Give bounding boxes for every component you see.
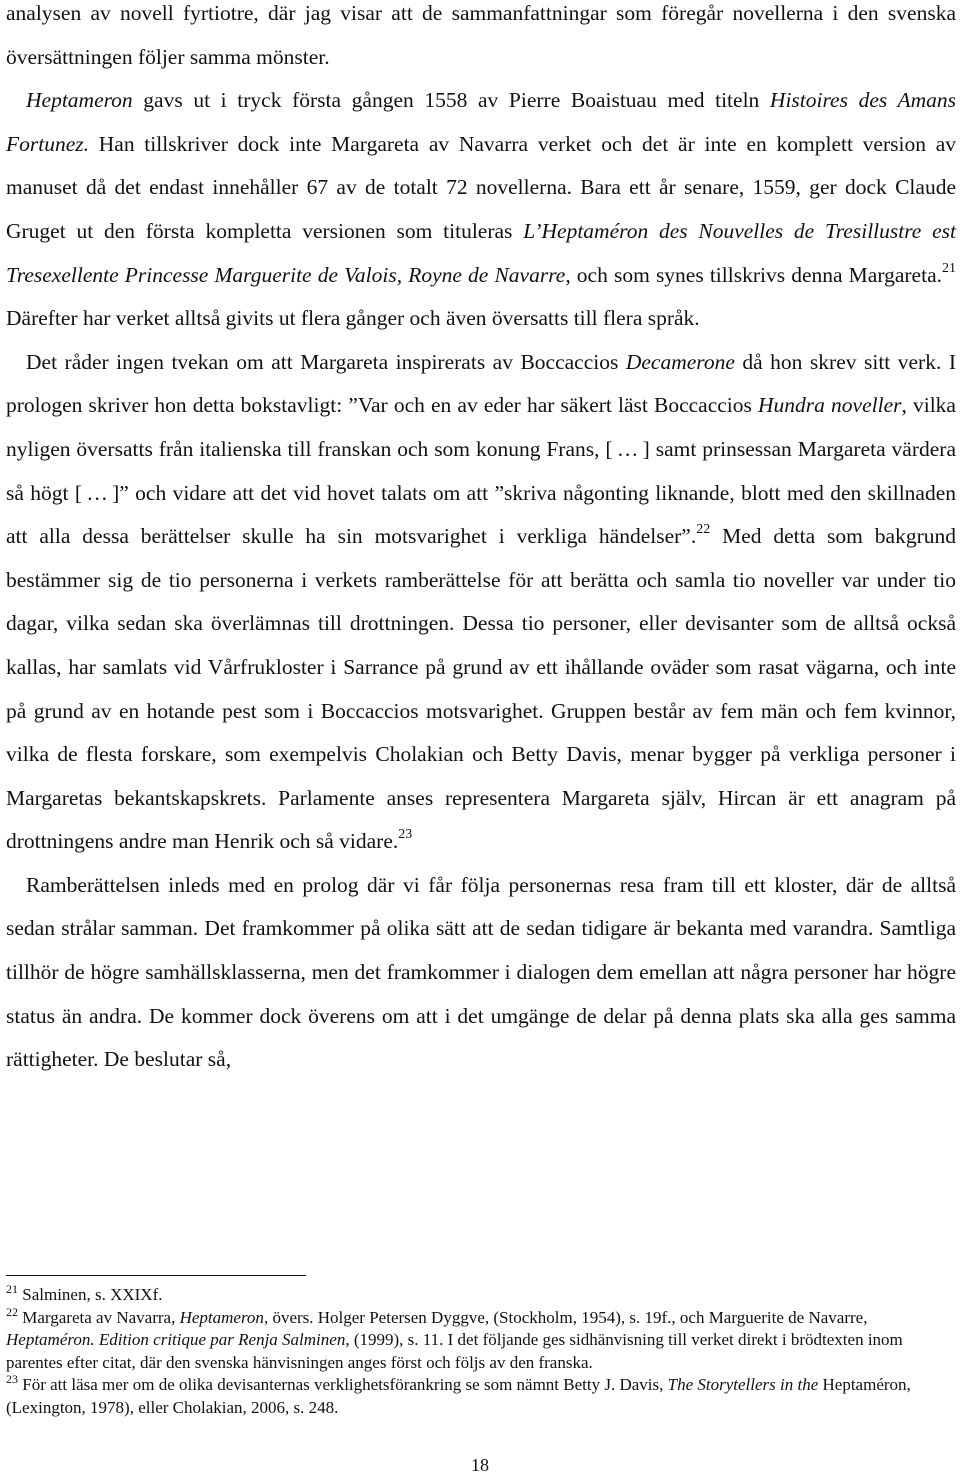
footnote <box>6 1284 956 1307</box>
page-number: 18 <box>471 1455 489 1475</box>
footnote-number: 21 <box>6 1282 18 1296</box>
text-run: Heptaméron, (Lexington, 1978), eller Cholakian, 2006, s. 248. <box>6 1375 911 1417</box>
footnote <box>6 1304 956 1375</box>
text-run: , (1999), s. 11. I det följande ges sidhänvisning till verket direkt i brödtexten inom parentes efter citat, där den svenska hänvisningen anges först och följs av den franska. <box>6 1330 903 1372</box>
text-run: Margareta av Navarra, <box>18 1307 180 1327</box>
text-run: För att läsa mer om de olika devisanternas verklighetsförankring se som nämnt Betty J. Davis, <box>18 1375 668 1395</box>
footnote-number: 22 <box>6 1304 18 1319</box>
body-paragraph <box>6 341 956 864</box>
footnotes-section <box>6 1284 956 1420</box>
text-run: då hon skrev sitt verk. I prologen skriver hon detta bokstavligt: ”Var och en av eder har säkert läst Boccaccios <box>6 349 956 418</box>
text-run: Ramberättelsen inleds med en prolog där vi får följa personernas resa fram till ett kloster, där de alltså sedan strålar samman. Det framkommer på olika sätt att de sedan tidigare är bekanta med varandra. Samtliga tillhör de högre samhällsklasserna, men det framkommer i dialogen dem emellan att några personer har högre status än andra. De kommer dock överens om att i det umgänge de delar på denna plats ska alla ges samma rättigheter. De beslutar så, <box>6 872 956 1072</box>
text-run: Salminen, s. XXIXf. <box>18 1285 163 1304</box>
footnote-reference: 21 <box>942 260 956 276</box>
text-run: Han tillskriver dock inte Margareta av Navarra verket och det är inte en komplett version av manuset då det endast innehåller 67 av de totalt 72 novellerna. Bara ett år senare, 1559, ger dock Claude Gruget ut den första kompletta versionen som tituleras <box>6 131 956 243</box>
text-run: gavs ut i tryck första gången 1558 av Pierre Boaistuau med titeln <box>132 88 770 113</box>
footnote-reference: 22 <box>696 522 711 538</box>
italic-text: Hundra noveller <box>758 393 902 418</box>
italic-text: L’Heptaméron des Nouvelles de Tresillustre est Tresexellente Princesse Marguerite de Valois, Royne de Navarre <box>6 218 956 287</box>
italic-text: Heptameron <box>26 88 133 113</box>
text-run: Med detta som bakgrund bestämmer sig de tio personerna i verkets ramberättelse för att berätta och samla tio noveller var under tio dagar, vilka sedan ska överlämnas till drottningen. Dessa tio personer, eller devisanter som de alltså också kallas, har samlats vid Vårfrukloster i Sarrance på grund av ett ihållande oväder som rasat vägarna, och inte på grund av en hotande pest som i Boccaccios motsvarighet. Gruppen består av fem män och fem kvinnor, vilka de flesta forskare, som exempelvis Cholakian och Betty Davis, menar bygger på verkliga personer i Margaretas bekantskapskrets. Parlamente anses representera Margareta själv, Hircan är ett anagram på drottningens andre man Henrik och så vidare. <box>6 524 956 854</box>
text-run: , och som synes tillskrivs denna Margareta. <box>565 262 942 287</box>
text-run: , övers. Holger Petersen Dyggve, (Stockholm, 1954), s. 19f., och Marguerite de Navarre, <box>263 1307 868 1327</box>
italic-text: The Storytellers in the <box>667 1375 819 1395</box>
text-run: Därefter har verket alltså givits ut flera gånger och även översatts till flera språk. <box>6 306 700 331</box>
footnote-number: 23 <box>6 1372 18 1387</box>
italic-text: Heptameron <box>179 1307 264 1327</box>
document-page <box>6 0 956 1082</box>
text-run: , vilka nyligen översatts från italienska till franskan och som konung Frans, [ … ] samt prinsessan Margareta värdera så högt [ … ]” och vidare att det vid hovet talats om att ”skriva någonting liknande, blott med den skillnaden att alla dessa berättelser skulle ha sin motsvarighet i verkliga händelser”. <box>6 393 956 549</box>
text-run: analysen av novell fyrtiotre, där jag visar att de sammanfattningar som föregår novellerna i den svenska översättningen följer samma mönster. <box>6 1 956 69</box>
footnote <box>6 1374 956 1419</box>
text-run: Det råder ingen tvekan om att Margareta inspirerats av Boccaccios <box>26 349 626 374</box>
body-paragraph <box>6 79 956 341</box>
italic-text: Heptaméron. Edition critique par Renja Salminen <box>6 1330 346 1350</box>
footnote-reference: 23 <box>398 827 413 843</box>
footnote-separator <box>6 1275 306 1276</box>
body-paragraph <box>6 0 956 79</box>
italic-text: Decamerone <box>625 349 735 374</box>
body-paragraph <box>6 864 956 1082</box>
italic-text: Histoires des Amans Fortunez. <box>6 88 957 156</box>
